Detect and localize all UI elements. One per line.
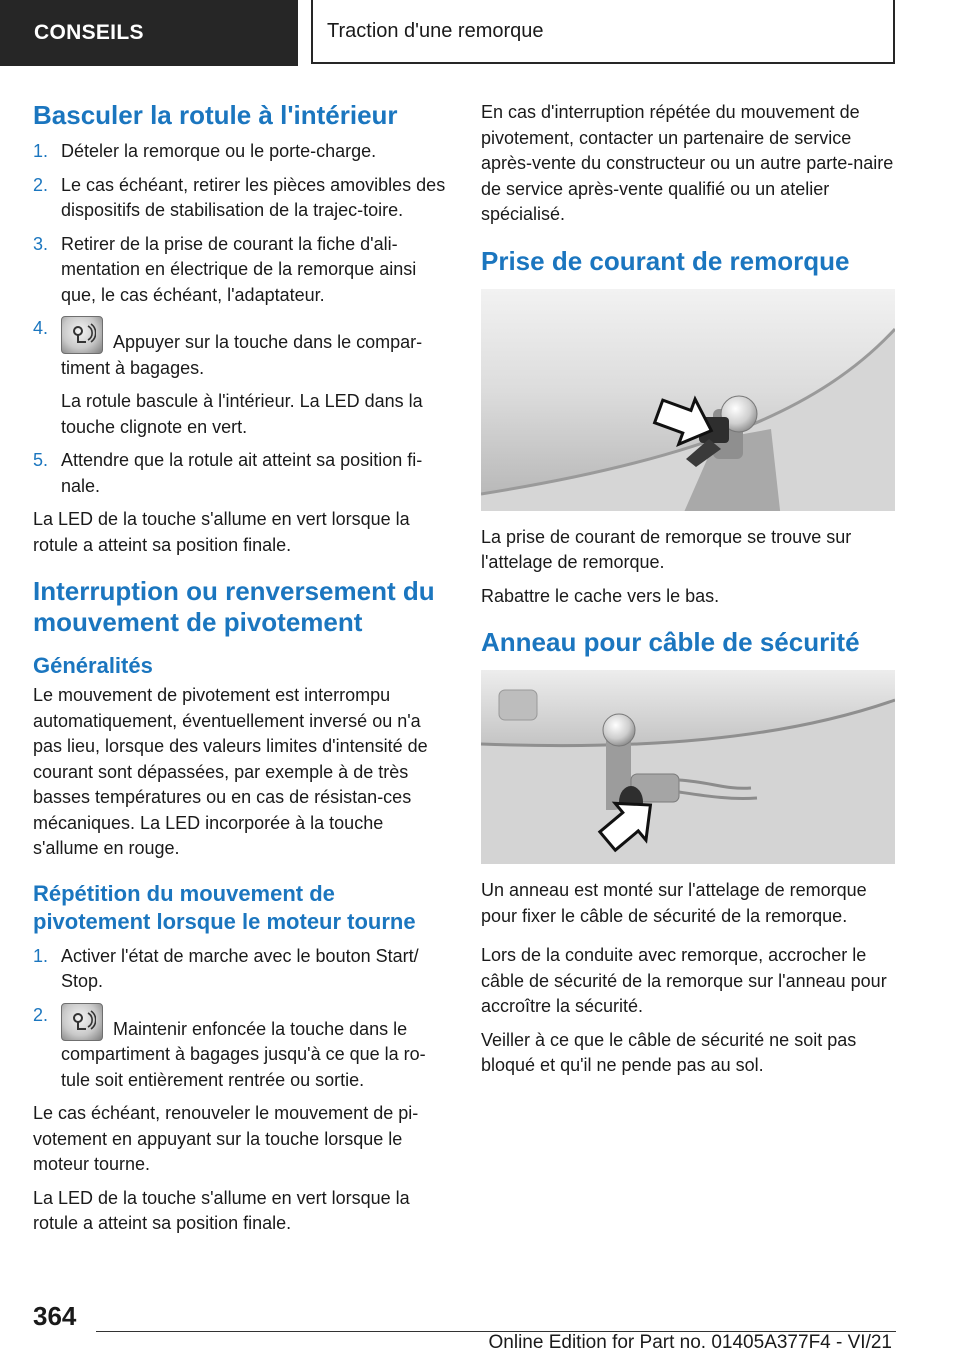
heading-repetition: Répétition du mouvement de pivotement lorsque le moteur tourne <box>33 880 416 934</box>
page-number: 364 <box>33 1301 77 1331</box>
step-text: Attendre que la rotule ait atteint sa position fi-nale. <box>61 450 423 496</box>
list-item <box>33 1003 447 1094</box>
step-text: Appuyer sur la touche dans le compar-timent à bagages. <box>61 332 423 378</box>
step-number: 2. <box>33 174 49 195</box>
heading-prise: Prise de courant de remorque <box>481 245 850 276</box>
left-column <box>33 100 447 1245</box>
list-item <box>33 316 447 440</box>
step-text: Maintenir enfoncée la touche dans le compartiment à bagages jusqu'à ce que la ro-tule soit entièrement rentrée ou sortie. <box>61 1018 426 1090</box>
tow-hitch-key-icon <box>61 1003 103 1041</box>
step-number: 1. <box>33 945 49 966</box>
steps-basculer <box>33 139 447 499</box>
right-column <box>481 100 895 1087</box>
steps-repetition <box>33 944 447 1094</box>
step-number: 2. <box>33 1004 49 1025</box>
paragraph-anneau-3: Veiller à ce que le câble de sécurité ne soit pas bloqué et qu'il ne pende pas au sol. <box>481 1029 857 1075</box>
step-text: Dételer la remorque ou le porte-charge. <box>61 141 377 161</box>
step-subtext: La rotule bascule à l'intérieur. La LED dans la touche clignote en vert. <box>61 391 423 437</box>
step-text: Retirer de la prise de courant la fiche d'ali-mentation en électrique de la remorque ainsi que, le cas échéant, l'adaptateur. <box>61 233 417 305</box>
figure-safety-ring <box>481 670 895 864</box>
list-item <box>33 173 447 224</box>
paragraph-renouveler: Le cas échéant, renouveler le mouvement de pi-votement en appuyant sur la touche lorsque le moteur tourne. <box>33 1103 419 1174</box>
paragraph-prise-1: La prise de courant de remorque se trouve sur l'attelage de remorque. <box>481 526 852 572</box>
paragraph-anneau-2: Lors de la conduite avec remorque, accrocher le câble de sécurité de la remorque sur l'anneau pour accroître la sécurité. <box>481 945 887 1016</box>
list-item <box>33 139 447 165</box>
paragraph-generalites: Le mouvement de pivotement est interrompu automatiquement, éventuellement inversé ou n'a pas lieu, lorsque des valeurs limites d'intensité de courant sont dépassées, par exemple à de très basses températures ou en cas de résistan-ces mécaniques. La LED incorporée à la touche s'allume en rouge. <box>33 685 428 858</box>
step-text: Le cas échéant, retirer les pièces amovibles des dispositifs de stabilisation de la trajec-toire. <box>61 174 446 220</box>
step-number: 4. <box>33 318 49 338</box>
figure-socket <box>481 289 895 511</box>
paragraph-led-1: La LED de la touche s'allume en vert lorsque la rotule a atteint sa position finale. <box>33 509 410 555</box>
section-tab: CONSEILS <box>0 0 298 66</box>
paragraph-prise-2: Rabattre le cache vers le bas. <box>481 585 720 606</box>
paragraph-interruption-repetee: En cas d'interruption répétée du mouvement de pivotement, contacter un partenaire de service après-vente du constructeur ou un autre parte-naire de service après-vente qualifié ou un atelier spécialisé. <box>481 102 894 224</box>
paragraph-led-2: La LED de la touche s'allume en vert lorsque la rotule a atteint sa position finale. <box>33 1187 410 1233</box>
footer-edition: Online Edition for Part no. 01405A377F4 - VI/21 <box>488 1332 892 1353</box>
tow-hitch-key-icon <box>61 316 103 354</box>
heading-generalites: Généralités <box>33 653 153 678</box>
list-item <box>33 232 447 309</box>
heading-interruption: Interruption ou renversement du mouvement de pivotement <box>33 576 435 637</box>
heading-anneau: Anneau pour câble de sécurité <box>481 627 860 657</box>
paragraph-anneau-1: Un anneau est monté sur l'attelage de remorque pour fixer le câble de sécurité de la remorque. <box>481 880 867 926</box>
step-number: 1. <box>33 141 49 161</box>
step-number: 3. <box>33 233 49 254</box>
heading-basculer: Basculer la rotule à l'intérieur <box>33 100 398 130</box>
page-header <box>0 0 960 68</box>
chapter-title: Traction d'une remorque <box>311 0 895 64</box>
list-item <box>33 944 447 995</box>
list-item <box>33 448 447 499</box>
step-number: 5. <box>33 450 49 470</box>
step-text: Activer l'état de marche avec le bouton Start/ Stop. <box>61 945 419 991</box>
